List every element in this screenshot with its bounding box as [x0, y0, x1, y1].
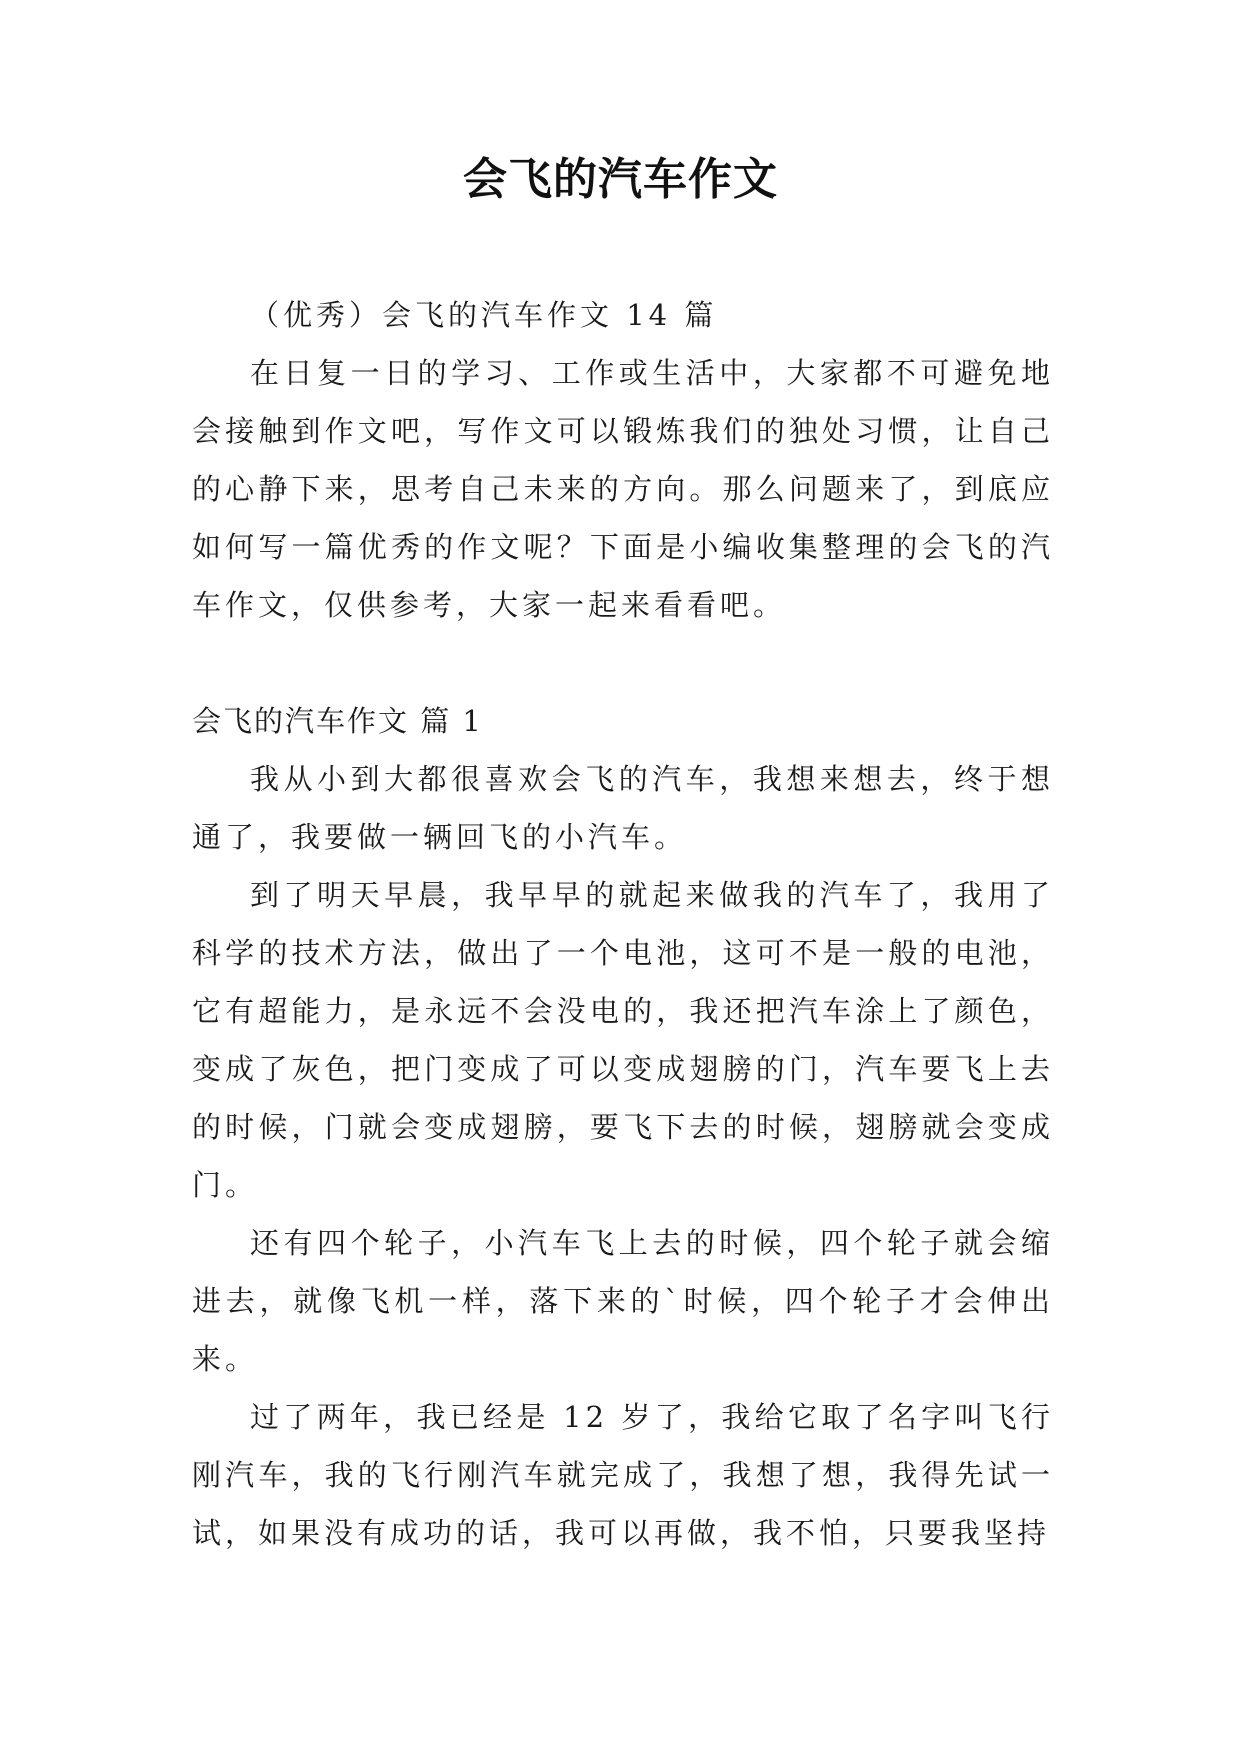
document-title: 会飞的汽车作文 [463, 154, 778, 205]
document-subtitle: （优秀）会飞的汽车作文 14 篇 [250, 298, 718, 332]
section-heading: 会飞的汽车作文 篇 1 [192, 704, 483, 738]
document-body [192, 286, 1054, 1562]
paragraph-spacer [192, 634, 1054, 692]
body-paragraph: 过了两年，我已经是 12 岁了，我给它取了名字叫飞行刚汽车，我的飞行刚汽车就完成了，我想了想，我得先试一试，如果没有成功的话，我可以再做，我不怕，只要我坚持 [192, 1400, 1054, 1550]
body-paragraph: 还有四个轮子，小汽车飞上去的时候，四个轮子就会缩进去，就像飞机一样，落下来的`时候，四个轮子才会伸出来。 [192, 1226, 1054, 1376]
intro-paragraph: 在日复一日的学习、工作或生活中，大家都不可避免地会接触到作文吧，写作文可以锻炼我们的独处习惯，让自己的心静下来，思考自己未来的方向。那么问题来了，到底应如何写一篇优秀的作文呢？下面是小编收集整理的会飞的汽车作文，仅供参考，大家一起来看看吧。 [192, 356, 1054, 622]
body-paragraph: 我从小到大都很喜欢会飞的汽车，我想来想去，终于想通了，我要做一辆回飞的小汽车。 [192, 762, 1054, 854]
body-paragraph: 到了明天早晨，我早早的就起来做我的汽车了，我用了科学的技术方法，做出了一个电池，这可不是一般的电池，它有超能力，是永远不会没电的，我还把汽车涂上了颜色，变成了灰色，把门变成了可以变成翅膀的门，汽车要飞上去的时候，门就会变成翅膀，要飞下去的时候，翅膀就会变成门。 [192, 878, 1054, 1202]
